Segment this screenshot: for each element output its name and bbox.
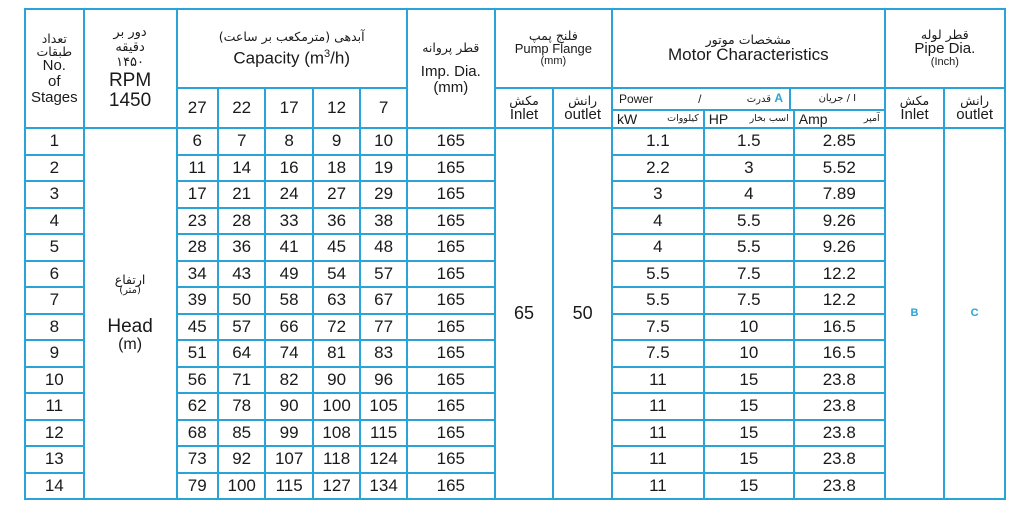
imp-dia-header-fa: قطر پروانه: [422, 40, 480, 56]
head-value-cell: 57: [218, 314, 265, 341]
imp-dia-cell: 165: [407, 261, 495, 288]
rpm-header-fa-3: ۱۴۵۰: [116, 55, 145, 71]
head-value-cell: 92: [218, 446, 265, 473]
rpm-header-en-1: RPM: [108, 69, 152, 91]
current-header-fa: جریان / I: [818, 92, 857, 104]
pipe-outlet-header: [944, 88, 1005, 128]
head-value-cell: 79: [177, 473, 218, 500]
stage-cell: 10: [25, 367, 84, 394]
amp-cell: 12.2: [794, 261, 885, 288]
head-value-cell: 124: [360, 446, 407, 473]
pipe-outlet-header-en: outlet: [956, 105, 993, 123]
head-value-cell: 34: [177, 261, 218, 288]
amp-cell: 23.8: [794, 420, 885, 447]
head-value-cell: 83: [360, 340, 407, 367]
amp-cell: 16.5: [794, 314, 885, 341]
pump-spec-table: [24, 8, 1006, 500]
flange-inlet-header-fa: مکش: [509, 92, 539, 108]
head-value-cell: 68: [177, 420, 218, 447]
imp-dia-cell: 165: [407, 446, 495, 473]
head-value-cell: 115: [360, 420, 407, 447]
amp-cell: 7.89: [794, 181, 885, 208]
pump-flange-header: [495, 9, 612, 88]
head-value-cell: 29: [360, 181, 407, 208]
head-value-cell: 118: [313, 446, 360, 473]
hp-cell: 7.5: [704, 261, 794, 288]
head-value-cell: 73: [177, 446, 218, 473]
kw-cell: 3: [612, 181, 704, 208]
imp-dia-header-unit: (mm): [433, 79, 469, 97]
rpm-header-en-2: 1450: [108, 89, 152, 111]
flange-inlet-header-en: Inlet: [509, 105, 539, 123]
amp-header-en: Amp: [798, 110, 828, 127]
flange-outlet-value: 50: [553, 128, 612, 499]
head-value-cell: 7: [218, 128, 265, 155]
head-label-en-unit: (m): [118, 335, 143, 353]
head-label-fa: ارتفاع: [114, 272, 146, 288]
amp-header: [795, 111, 884, 127]
kw-header-en: kW: [616, 110, 638, 127]
capacity-col-22: 22: [218, 88, 265, 128]
head-value-cell: 24: [265, 181, 312, 208]
kw-cell: 11: [612, 367, 704, 394]
power-header-en: Power: [618, 91, 653, 106]
power-header-slash: /: [698, 91, 702, 106]
amp-cell: 23.8: [794, 393, 885, 420]
head-value-cell: 36: [218, 234, 265, 261]
kw-cell: 5.5: [612, 261, 704, 288]
head-value-cell: 62: [177, 393, 218, 420]
head-value-cell: 9: [313, 128, 360, 155]
kw-cell: 7.5: [612, 314, 704, 341]
flange-outlet-header: [553, 88, 612, 128]
motor-header: [612, 9, 885, 88]
flange-inlet-header: [495, 88, 554, 128]
hp-cell: 5.5: [704, 208, 794, 235]
pipe-dia-header-fa: قطر لوله: [920, 27, 969, 43]
head-value-cell: 27: [313, 181, 360, 208]
head-value-cell: 90: [313, 367, 360, 394]
kw-cell: 5.5: [612, 287, 704, 314]
head-value-cell: 96: [360, 367, 407, 394]
hp-cell: 10: [704, 340, 794, 367]
hp-cell: 15: [704, 420, 794, 447]
imp-dia-cell: 165: [407, 473, 495, 500]
head-value-cell: 107: [265, 446, 312, 473]
amp-cell: 23.8: [794, 473, 885, 500]
imp-dia-cell: 165: [407, 393, 495, 420]
hp-header-en: HP: [708, 110, 729, 127]
kw-header: [613, 111, 705, 127]
kw-cell: 11: [612, 420, 704, 447]
head-value-cell: 58: [265, 287, 312, 314]
amp-cell: 23.8: [794, 367, 885, 394]
head-value-cell: 38: [360, 208, 407, 235]
pipe-inlet-header-en: Inlet: [900, 105, 929, 123]
pipe-outlet-header-fa: رانش: [960, 92, 990, 108]
flange-outlet-header-fa: رانش: [568, 92, 598, 108]
pump-flange-header-unit: (mm): [540, 55, 567, 68]
kw-cell: 11: [612, 393, 704, 420]
head-value-cell: 45: [313, 234, 360, 261]
motor-header-fa: مشخصات موتور: [705, 32, 792, 48]
hp-cell: 15: [704, 446, 794, 473]
pipe-inlet-value: B: [885, 128, 945, 499]
amp-cell: 2.85: [794, 128, 885, 155]
imp-dia-cell: 165: [407, 420, 495, 447]
hp-header-fa: اسب بخار: [749, 113, 789, 125]
head-value-cell: 66: [265, 314, 312, 341]
kw-cell: 7.5: [612, 340, 704, 367]
capacity-header: [177, 9, 407, 88]
hp-cell: 1.5: [704, 128, 794, 155]
stage-cell: 8: [25, 314, 84, 341]
flange-inlet-value: 65: [495, 128, 554, 499]
imp-dia-cell: 165: [407, 128, 495, 155]
pipe-dia-header-unit: (Inch): [930, 56, 959, 69]
head-value-cell: 6: [177, 128, 218, 155]
pipe-dia-header: [885, 9, 1005, 88]
head-value-cell: 17: [177, 181, 218, 208]
amp-cell: 12.2: [794, 287, 885, 314]
head-value-cell: 49: [265, 261, 312, 288]
stage-cell: 13: [25, 446, 84, 473]
imp-dia-header-en: Imp. Dia.: [420, 63, 481, 81]
power-header-mark: A: [774, 91, 784, 106]
stages-header: [25, 9, 84, 128]
head-value-cell: 127: [313, 473, 360, 500]
amp-cell: 9.26: [794, 208, 885, 235]
imp-dia-cell: 165: [407, 181, 495, 208]
hp-cell: 3: [704, 155, 794, 182]
head-value-cell: 77: [360, 314, 407, 341]
hp-cell: 4: [704, 181, 794, 208]
head-label-en: Head: [107, 315, 153, 337]
imp-dia-header: [407, 9, 495, 128]
head-value-cell: 10: [360, 128, 407, 155]
capacity-header-fa: آبدهی (مترمکعب بر ساعت): [218, 28, 365, 44]
stage-cell: 1: [25, 128, 84, 155]
head-value-cell: 105: [360, 393, 407, 420]
capacity-header-en: Capacity $(m^3/h)$: [233, 47, 351, 68]
kw-header-fa: کیلووات: [667, 113, 699, 125]
head-label-fa-unit: (متر): [119, 285, 141, 297]
head-value-cell: 67: [360, 287, 407, 314]
rpm-header-fa-1: دور بر: [113, 25, 147, 41]
head-value-cell: 63: [313, 287, 360, 314]
stages-header-fa: تعداد طبقات: [36, 30, 73, 59]
head-value-cell: 78: [218, 393, 265, 420]
imp-dia-cell: 165: [407, 208, 495, 235]
capacity-col-7: 7: [360, 88, 407, 128]
amp-cell: 5.52: [794, 155, 885, 182]
head-value-cell: 100: [218, 473, 265, 500]
rpm-header-fa-2: دقیقه: [115, 40, 145, 56]
stage-cell: 11: [25, 393, 84, 420]
head-value-cell: 50: [218, 287, 265, 314]
power-header: [613, 89, 791, 109]
head-value-cell: 108: [313, 420, 360, 447]
kw-cell: 1.1: [612, 128, 704, 155]
head-value-cell: 14: [218, 155, 265, 182]
head-value-cell: 134: [360, 473, 407, 500]
motor-header-en: Motor Characteristics: [668, 45, 829, 65]
head-value-cell: 39: [177, 287, 218, 314]
head-value-cell: 99: [265, 420, 312, 447]
head-value-cell: 16: [265, 155, 312, 182]
amp-cell: 9.26: [794, 234, 885, 261]
pipe-dia-header-en: Pipe Dia.: [914, 40, 976, 58]
kw-cell: 4: [612, 208, 704, 235]
head-value-cell: 36: [313, 208, 360, 235]
pipe-outlet-value: C: [944, 128, 1005, 499]
head-value-cell: 28: [177, 234, 218, 261]
head-value-cell: 51: [177, 340, 218, 367]
head-value-cell: 82: [265, 367, 312, 394]
head-value-cell: 71: [218, 367, 265, 394]
pump-flange-header-fa: فلنج پمپ: [528, 28, 578, 44]
stage-cell: 3: [25, 181, 84, 208]
motor-subheader: [612, 88, 885, 128]
hp-cell: 15: [704, 367, 794, 394]
stage-cell: 12: [25, 420, 84, 447]
kw-cell: 2.2: [612, 155, 704, 182]
head-value-cell: 115: [265, 473, 312, 500]
hp-cell: 15: [704, 473, 794, 500]
stage-cell: 2: [25, 155, 84, 182]
head-value-cell: 54: [313, 261, 360, 288]
head-value-cell: 11: [177, 155, 218, 182]
stage-cell: 6: [25, 261, 84, 288]
head-value-cell: 45: [177, 314, 218, 341]
imp-dia-cell: 165: [407, 287, 495, 314]
head-value-cell: 33: [265, 208, 312, 235]
hp-cell: 10: [704, 314, 794, 341]
imp-dia-cell: 165: [407, 234, 495, 261]
table-row: [25, 128, 1005, 155]
head-value-cell: 19: [360, 155, 407, 182]
head-value-cell: 56: [177, 367, 218, 394]
pipe-inlet-header: [885, 88, 945, 128]
kw-cell: 11: [612, 473, 704, 500]
head-value-cell: 21: [218, 181, 265, 208]
current-header: [791, 89, 884, 109]
stage-cell: 7: [25, 287, 84, 314]
head-value-cell: 18: [313, 155, 360, 182]
amp-cell: 23.8: [794, 446, 885, 473]
stages-header-en-2: of: [48, 72, 61, 90]
pipe-inlet-header-fa: مکش: [899, 92, 930, 108]
head-value-cell: 64: [218, 340, 265, 367]
head-value-cell: 28: [218, 208, 265, 235]
stage-cell: 5: [25, 234, 84, 261]
hp-cell: 15: [704, 393, 794, 420]
head-value-cell: 100: [313, 393, 360, 420]
stages-header-en-1: No.: [42, 57, 66, 74]
pump-flange-header-en: Pump Flange: [514, 41, 593, 57]
head-value-cell: 43: [218, 261, 265, 288]
rpm-header: [84, 9, 177, 128]
kw-cell: 4: [612, 234, 704, 261]
stage-cell: 9: [25, 340, 84, 367]
head-value-cell: 85: [218, 420, 265, 447]
hp-cell: 7.5: [704, 287, 794, 314]
stage-cell: 14: [25, 473, 84, 500]
imp-dia-cell: 165: [407, 367, 495, 394]
capacity-col-27: 27: [177, 88, 218, 128]
amp-cell: 16.5: [794, 340, 885, 367]
head-value-cell: 41: [265, 234, 312, 261]
imp-dia-cell: 165: [407, 340, 495, 367]
flange-outlet-header-en: outlet: [564, 105, 601, 123]
head-label-cell: [84, 128, 177, 499]
head-value-cell: 23: [177, 208, 218, 235]
head-value-cell: 81: [313, 340, 360, 367]
stage-cell: 4: [25, 208, 84, 235]
capacity-col-12: 12: [313, 88, 360, 128]
power-header-fa: قدرت: [746, 94, 771, 106]
stages-header-en-3: Stages: [30, 88, 78, 106]
amp-header-fa: آمپر: [863, 113, 880, 125]
head-value-cell: 74: [265, 340, 312, 367]
head-value-cell: 8: [265, 128, 312, 155]
head-value-cell: 90: [265, 393, 312, 420]
table-body: [25, 128, 1005, 499]
kw-cell: 11: [612, 446, 704, 473]
imp-dia-cell: 165: [407, 314, 495, 341]
hp-header: [705, 111, 795, 127]
capacity-col-17: 17: [265, 88, 312, 128]
head-value-cell: 57: [360, 261, 407, 288]
head-value-cell: 72: [313, 314, 360, 341]
head-value-cell: 48: [360, 234, 407, 261]
hp-cell: 5.5: [704, 234, 794, 261]
imp-dia-cell: 165: [407, 155, 495, 182]
